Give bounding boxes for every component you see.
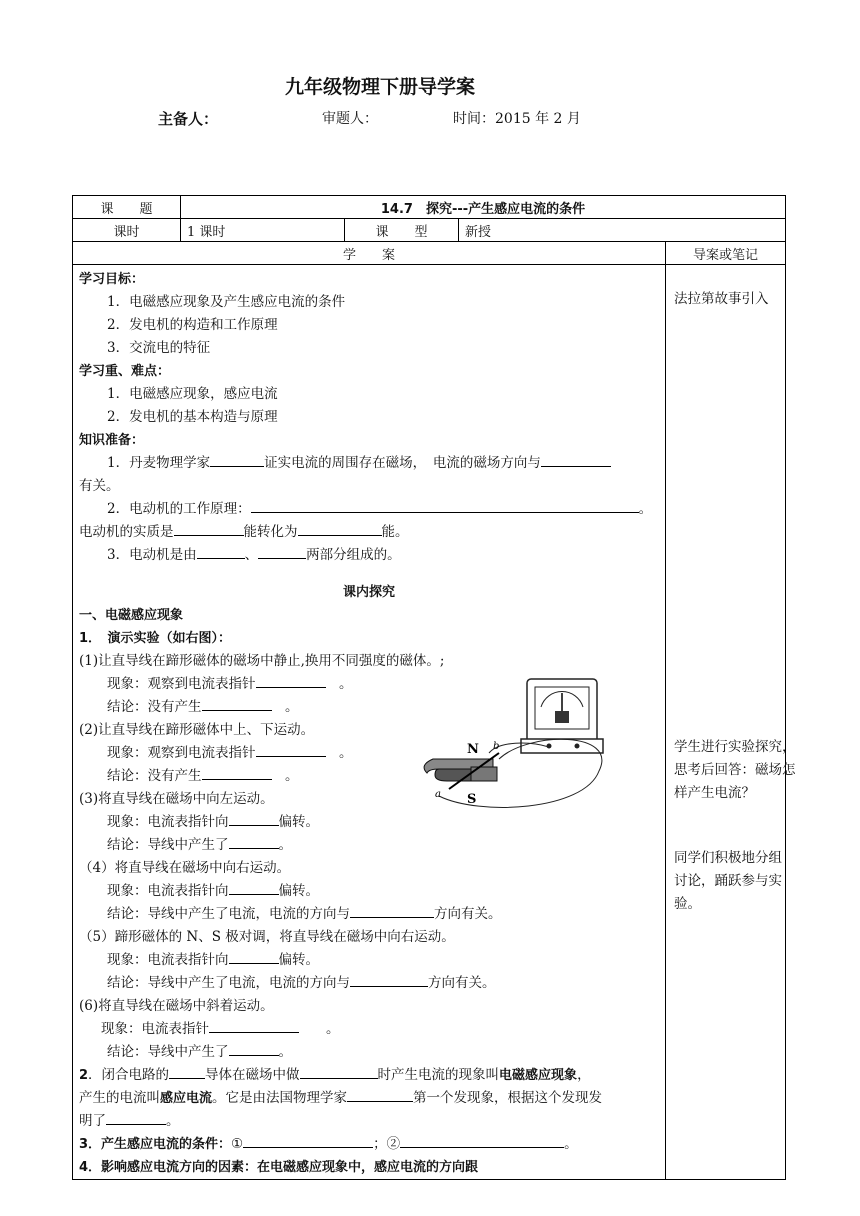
experiment-2-conclusion: 结论：没有产生 。 bbox=[79, 765, 659, 788]
blank[interactable] bbox=[350, 972, 428, 987]
question-4: 4．影响感应电流方向的因素：在电磁感应现象中，感应电流的方向跟 bbox=[79, 1160, 479, 1175]
experiment-5-phenomenon: 现象：电流表指针向 偏转。 bbox=[79, 949, 659, 972]
terminal bbox=[575, 744, 580, 749]
blank[interactable] bbox=[210, 452, 264, 467]
notes-column-header: 导案或笔记 bbox=[666, 242, 786, 265]
page-title: 九年级物理下册导学案 bbox=[284, 76, 475, 98]
note-3: 同学们积极地分组 讨论，踊跃参与实 验。 bbox=[674, 850, 782, 912]
experiment-6: (6)将直导线在磁场中斜着运动。 bbox=[79, 998, 274, 1014]
experiment-5-conclusion: 结论：导线中产生了电流，电流的方向与 方向有关。 bbox=[79, 972, 659, 995]
experiment-4: （4）将直导线在磁场中向右运动。 bbox=[79, 860, 291, 876]
blank[interactable] bbox=[229, 834, 279, 849]
note-1: 法拉第故事引入 bbox=[674, 291, 769, 307]
lead-author: 主备人： bbox=[158, 110, 219, 128]
prep-question-2-cont: 电动机的实质是 能转化为 能。 bbox=[79, 521, 659, 544]
prep-question-3: 3．电动机是由 、 两部分组成的。 bbox=[79, 544, 659, 567]
experiment-6-phenomenon: 现象：电流表指针 。 bbox=[79, 1018, 659, 1041]
blank[interactable] bbox=[106, 1110, 166, 1125]
experiment-1: (1)让直导线在蹄形磁体的磁场中静止,换用不同强度的磁体。; bbox=[79, 653, 445, 669]
goals-heading: 学习目标： bbox=[79, 272, 145, 287]
blank[interactable] bbox=[209, 1018, 299, 1033]
experiment-2-phenomenon: 现象：观察到电流表指针 。 bbox=[79, 742, 659, 765]
experiment-3: (3)将直导线在磁场中向左运动。 bbox=[79, 791, 274, 807]
experiment-6-conclusion: 结论：导线中产生了 。 bbox=[79, 1041, 659, 1064]
magnet-pole bbox=[471, 767, 497, 781]
experiment-1-phenomenon: 现象：观察到电流表指针 。 bbox=[79, 673, 659, 696]
blank[interactable] bbox=[256, 673, 326, 688]
blank[interactable] bbox=[174, 521, 244, 536]
blank[interactable] bbox=[202, 765, 272, 780]
experiment-3-phenomenon: 现象：电流表指针向 偏转。 bbox=[79, 811, 659, 834]
blank[interactable] bbox=[202, 696, 272, 711]
blank[interactable] bbox=[197, 544, 245, 559]
blank[interactable] bbox=[256, 742, 326, 757]
experiment-4-phenomenon: 现象：电流表指针向 偏转。 bbox=[79, 880, 659, 903]
blank[interactable] bbox=[169, 1064, 205, 1079]
point-b-label: b bbox=[493, 741, 500, 752]
question-2-cont: 产生的电流叫感应电流。它是由法国物理学家 第一个发现象，根据这个发现发 bbox=[79, 1087, 659, 1110]
experiment-2: (2)让直导线在蹄形磁体中上、下运动。 bbox=[79, 722, 315, 738]
goal-item: 3．交流电的特征 bbox=[107, 340, 211, 356]
pole-n-label: N bbox=[467, 742, 479, 757]
galvanometer-base bbox=[521, 739, 603, 753]
plan-content bbox=[73, 265, 666, 1180]
key-points-heading: 学习重、难点： bbox=[79, 364, 171, 379]
topic-label: 课 题 bbox=[73, 196, 181, 219]
prep-question-1-end: 有关。 bbox=[79, 478, 120, 494]
lesson-table bbox=[72, 195, 796, 1180]
goal-item: 2．发电机的构造和工作原理 bbox=[107, 317, 278, 333]
key-item: 1．电磁感应现象，感应电流 bbox=[107, 386, 278, 402]
goal-item: 1．电磁感应现象及产生感应电流的条件 bbox=[107, 294, 346, 310]
reviewer: 审题人： bbox=[322, 111, 378, 127]
blank[interactable] bbox=[229, 880, 279, 895]
question-2: 2．闭合电路的 导体在磁场中做 时产生电流的现象叫电磁感应现象， bbox=[79, 1064, 659, 1087]
note-2: 学生进行实验探究， 思考后回答：磁场怎 样产生电流？ bbox=[674, 739, 796, 801]
blank[interactable] bbox=[300, 1064, 378, 1079]
type-value: 新授 bbox=[459, 219, 786, 242]
experiment-3-conclusion: 结论：导线中产生了 。 bbox=[79, 834, 659, 857]
prep-question-2: 2．电动机的工作原理： 。 bbox=[79, 498, 659, 521]
blank[interactable] bbox=[251, 498, 639, 513]
experiment-4-conclusion: 结论：导线中产生了电流，电流的方向与 方向有关。 bbox=[79, 903, 659, 926]
question-2-end: 明了 。 bbox=[79, 1110, 659, 1133]
period-label: 课时 bbox=[73, 219, 181, 242]
galvanometer-magnet bbox=[555, 711, 569, 723]
part-heading: 一、电磁感应现象 bbox=[79, 608, 184, 623]
point-a-label: a bbox=[435, 789, 441, 800]
experiment-1-conclusion: 结论：没有产生 。 bbox=[79, 696, 659, 719]
blank[interactable] bbox=[258, 544, 306, 559]
demo-heading: 1． 演示实验（如右图）： bbox=[79, 631, 232, 646]
blank[interactable] bbox=[350, 903, 434, 918]
period-value: 1 课时 bbox=[181, 219, 345, 242]
blank[interactable] bbox=[298, 521, 382, 536]
blank[interactable] bbox=[229, 811, 279, 826]
blank[interactable] bbox=[229, 949, 279, 964]
topic-value: 14.7 探究---产生感应电流的条件 bbox=[181, 196, 786, 219]
key-item: 2．发电机的基本构造与原理 bbox=[107, 409, 278, 425]
type-label: 课 型 bbox=[345, 219, 459, 242]
blank[interactable] bbox=[541, 452, 611, 467]
date: 时间：2015 年 2 月 bbox=[453, 111, 581, 127]
blank[interactable] bbox=[400, 1133, 564, 1148]
notes-content bbox=[666, 265, 796, 1180]
prep-question-1: 1．丹麦物理学家 证实电流的周围存在磁场， 电流的磁场方向与 bbox=[79, 452, 659, 475]
plan-column-header: 学 案 bbox=[73, 242, 666, 265]
blank[interactable] bbox=[347, 1087, 413, 1102]
blank[interactable] bbox=[229, 1041, 279, 1056]
experiment-figure bbox=[409, 661, 609, 821]
question-3: 3．产生感应电流的条件：① ；② 。 bbox=[79, 1133, 659, 1156]
section-heading: 课内探究 bbox=[342, 585, 395, 600]
experiment-5: （5）蹄形磁体的 N、S 极对调，将直导线在磁场中向右运动。 bbox=[79, 929, 455, 945]
blank[interactable] bbox=[243, 1133, 373, 1148]
pole-s-label: S bbox=[467, 792, 477, 807]
prep-heading: 知识准备： bbox=[79, 433, 145, 448]
